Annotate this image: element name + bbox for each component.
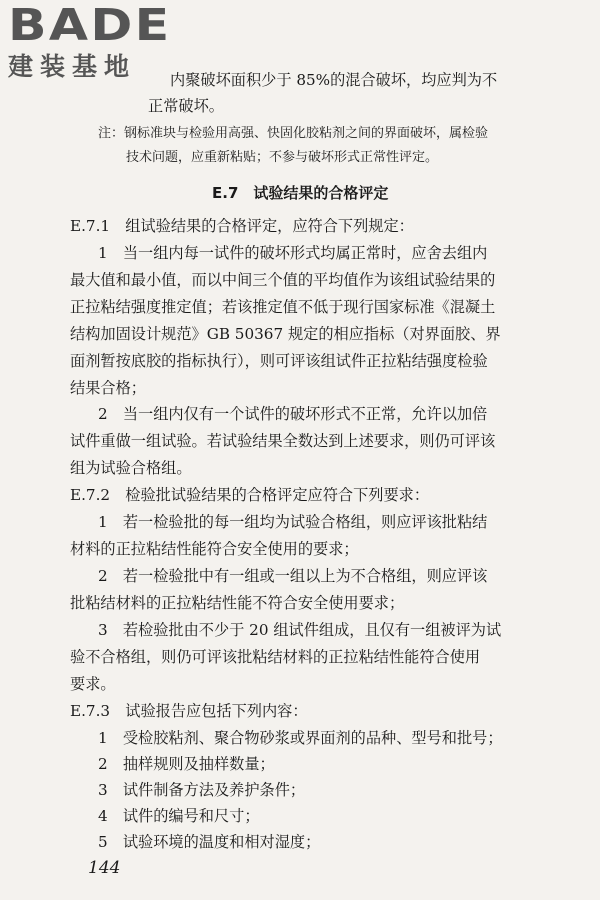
- text-line: 验不合格组，则仍可评该批粘结材料的正拉粘结性能符合使用: [70, 648, 481, 666]
- text-line: 1 若一检验批的每一组均为试验合格组，则应评该批粘结: [98, 513, 488, 531]
- text-line: 正常破坏。: [148, 97, 224, 115]
- text-line: 组为试验合格组。: [70, 459, 192, 477]
- text-line: 批粘结材料的正拉粘结性能不符合安全使用要求；: [70, 594, 405, 612]
- list-item: 4 试件的编号和尺寸；: [98, 807, 260, 825]
- logo-brand: BADE: [8, 0, 172, 51]
- text-line: 正拉粘结强度推定值；若该推定值不低于现行国家标准《混凝土: [70, 298, 496, 316]
- page-number: 144: [88, 858, 121, 878]
- note-line: 技术问题，应重新粘贴；不参与破坏形式正常性评定。: [126, 150, 439, 165]
- list-item: 3 试件制备方法及养护条件；: [98, 781, 306, 799]
- bade-logo: [8, 0, 172, 82]
- note-line: 注：钢标准块与检验用高强、快固化胶粘剂之间的界面破坏，属检验: [98, 126, 489, 141]
- text-line: 1 当一组内每一试件的破坏形式均属正常时，应舍去组内: [98, 244, 488, 262]
- text-line: 结构加固设计规范》GB 50367 规定的相应指标（对界面胶、界: [70, 325, 501, 343]
- clause-line: E.7.2 检验批试验结果的合格评定应符合下列要求：: [70, 486, 430, 504]
- list-item: 2 抽样规则及抽样数量；: [98, 755, 275, 773]
- text-line: 试件重做一组试验。若试验结果全数达到上述要求，则仍可评该: [70, 432, 496, 450]
- text-line: 内聚破坏面积少于 85%的混合破坏，均应判为不: [170, 71, 498, 89]
- clause-line: E.7.3 试验报告应包括下列内容：: [70, 702, 308, 720]
- logo-subtitle: 建装基地: [8, 52, 137, 81]
- section-heading: E.7 试验结果的合格评定: [212, 184, 389, 202]
- text-line: 结果合格；: [70, 379, 146, 397]
- text-line: 面剂暂按底胶的指标执行），则可评该组试件正拉粘结强度检验: [70, 352, 488, 370]
- clause-line: E.7.1 组试验结果的合格评定，应符合下列规定：: [70, 217, 414, 235]
- text-line: 最大值和最小值，而以中间三个值的平均值作为该组试验结果的: [70, 271, 496, 289]
- list-item: 5 试验环境的温度和相对湿度；: [98, 833, 321, 851]
- text-line: 3 若检验批由不少于 20 组试件组成，且仅有一组被评为试: [98, 621, 502, 639]
- list-item: 1 受检胶粘剂、聚合物砂浆或界面剂的品种、型号和批号；: [98, 729, 503, 747]
- text-line: 2 若一检验批中有一组或一组以上为不合格组，则应评该: [98, 567, 488, 585]
- text-line: 2 当一组内仅有一个试件的破坏形式不正常，允许以加倍: [98, 405, 488, 423]
- text-line: 材料的正拉粘结性能符合安全使用的要求；: [70, 540, 359, 558]
- text-line: 要求。: [70, 675, 116, 693]
